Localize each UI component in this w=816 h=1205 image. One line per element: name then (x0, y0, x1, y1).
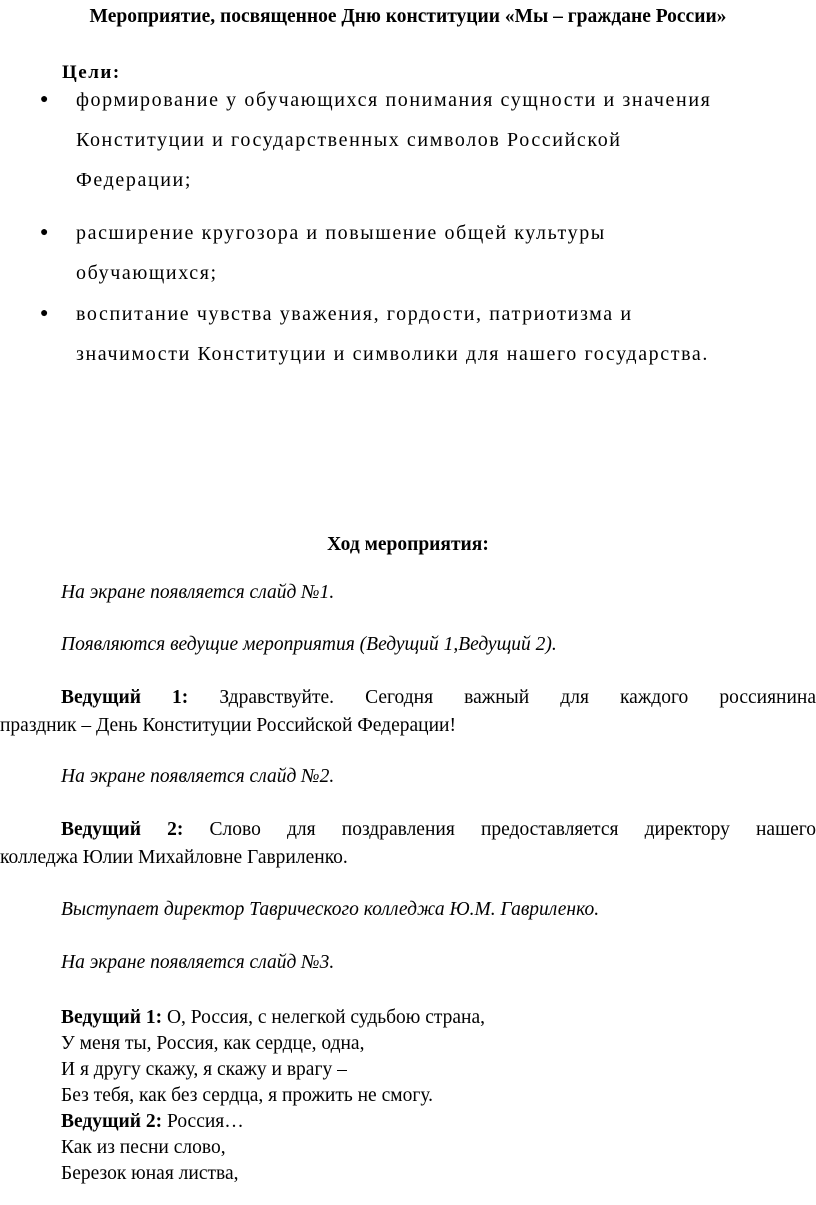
goal-line: Конституции и государственных символов Российской (76, 129, 622, 151)
event-heading: Ход мероприятия: (327, 534, 489, 555)
verse-line: Без тебя, как без сердца, я прожить не смогу. (61, 1085, 433, 1106)
host-text: праздник – День Конституции Российской Федерации! (0, 715, 456, 736)
stage-direction: На экране появляется слайд №3. (61, 952, 335, 973)
goal-line: обучающихся; (76, 262, 218, 284)
speaker-label: Ведущий 2: (61, 1111, 163, 1132)
verse-line: Как из песни слово, (61, 1137, 226, 1158)
host-paragraph-first-line (0, 816, 816, 844)
goal-line: значимости Конституции и символики для нашего государства. (76, 343, 709, 365)
host-paragraph (0, 684, 816, 740)
verse-line: И я другу скажу, я скажу и врагу – (61, 1059, 347, 1080)
host-paragraph (0, 816, 816, 872)
goals-heading: Цели: (62, 62, 121, 83)
stage-direction: Выступает директор Таврического колледжа Ю.М. Гавриленко. (61, 899, 600, 920)
host-paragraph-first-line (0, 684, 816, 712)
host-text: Слово для поздравления предоставляется директору нашего (209, 819, 816, 840)
verse-line: Ведущий 1: О, Россия, с нелегкой судьбою страна, (61, 1007, 486, 1028)
goal-line: формирование у обучающихся понимания сущности и значения (76, 89, 712, 111)
goal-line: воспитание чувства уважения, гордости, патриотизма и (76, 303, 633, 325)
goal-line: расширение кругозора и повышение общей культуры (76, 222, 606, 244)
host-text: Здравствуйте. Сегодня важный для каждого россиянина (219, 687, 816, 708)
goal-item (40, 80, 816, 200)
host-text: колледжа Юлии Михайловне Гавриленко. (0, 847, 348, 868)
speaker-label: Ведущий 1: (61, 687, 189, 708)
bullet-icon: ● (40, 225, 51, 240)
stage-direction: На экране появляется слайд №1. (61, 582, 335, 603)
speaker-label: Ведущий 1: (61, 1007, 163, 1028)
bullet-icon: ● (40, 306, 51, 321)
document-title: Мероприятие, посвященное Дню конституции «Мы – граждане России» (89, 6, 727, 27)
bullet-icon: ● (40, 92, 51, 107)
goal-item (40, 294, 816, 374)
goal-line: Федерации; (76, 169, 193, 191)
goal-item (40, 213, 816, 293)
stage-direction: На экране появляется слайд №2. (61, 766, 335, 787)
verse-line: У меня ты, Россия, как сердце, одна, (61, 1033, 365, 1054)
verse-line: Ведущий 2: Россия… (61, 1111, 244, 1132)
verse-block (61, 1005, 816, 1187)
speaker-label: Ведущий 2: (61, 819, 184, 840)
stage-direction: Появляются ведущие мероприятия (Ведущий 1,Ведущий 2). (61, 634, 557, 655)
verse-line: Березок юная листва, (61, 1163, 239, 1184)
